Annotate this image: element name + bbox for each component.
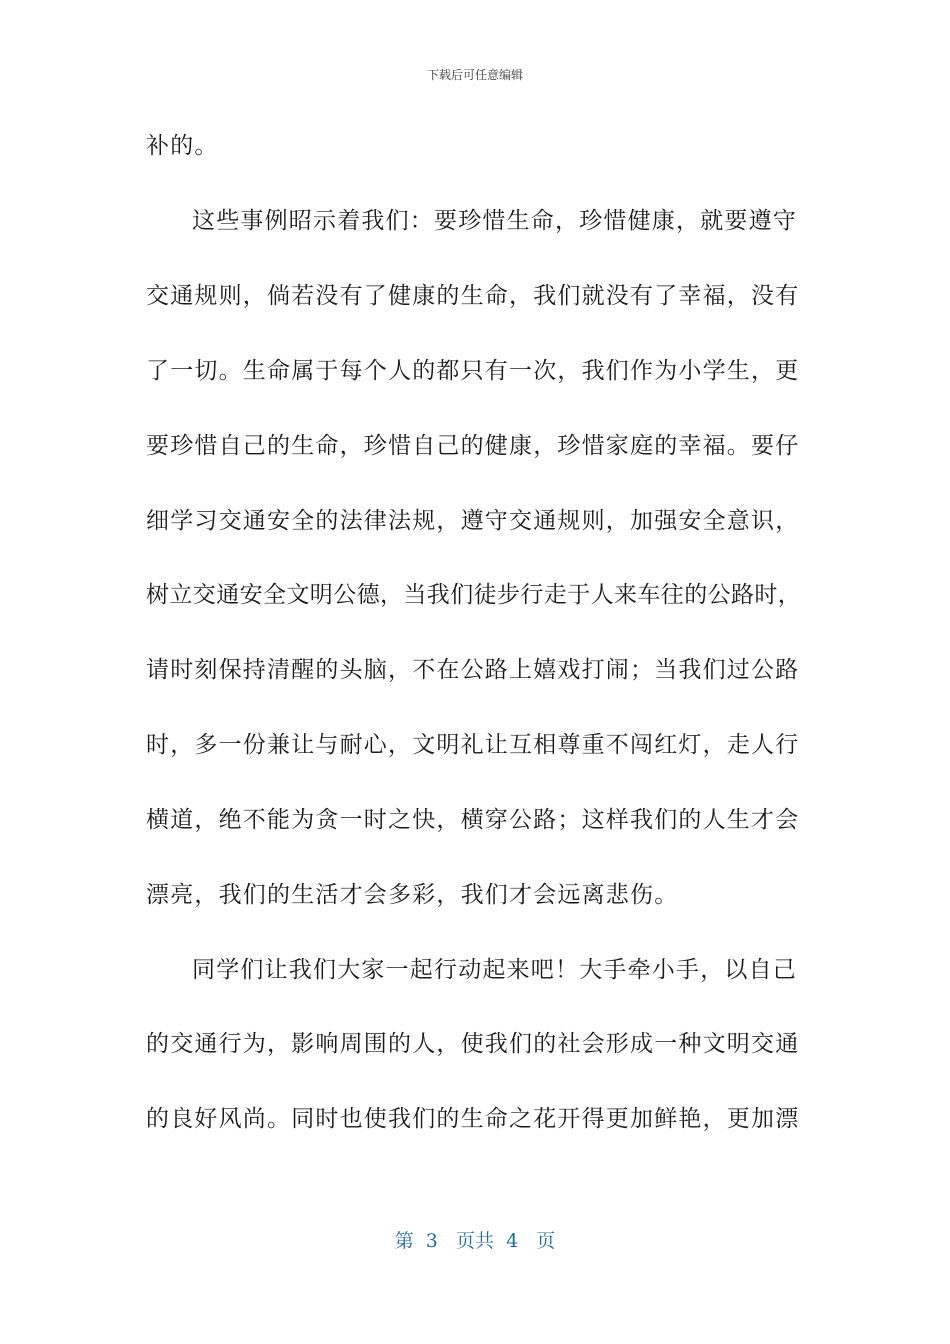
text-line: 了一切。生命属于每个人的都只有一次，我们作为小学生，更 xyxy=(146,358,800,384)
text-line: 交通规则，倘若没有了健康的生命，我们就没有了幸福，没有 xyxy=(146,283,800,309)
text-line: 补的。 xyxy=(146,133,219,159)
text-line: 的良好风尚。同时也使我们的生命之花开得更加鲜艳，更加漂 xyxy=(146,1106,800,1132)
header-note: 下载后可任意编辑 xyxy=(426,68,523,82)
text-line: 树立交通安全文明公德，当我们徒步行走于人来车往的公路时， xyxy=(146,582,802,608)
text-line: 横道，绝不能为贪一时之快，横穿公路；这样我们的人生才会 xyxy=(146,807,800,833)
text-line: 请时刻保持清醒的头脑，不在公路上嬉戏打闹；当我们过公路 xyxy=(146,657,800,683)
paragraph-start-line: 同学们让我们大家一起行动起来吧！大手牵小手，以自己 xyxy=(192,957,797,983)
text-line: 的交通行为，影响周围的人，使我们的社会形成一种文明交通 xyxy=(146,1031,800,1057)
text-line: 漂亮，我们的生活才会多彩，我们才会远离悲伤。 xyxy=(146,882,679,908)
paragraph-start-line: 这些事例昭示着我们：要珍惜生命，珍惜健康，就要遵守 xyxy=(192,208,797,234)
page-number-footer: 第 3 页共 4 页 xyxy=(394,1230,556,1252)
text-line: 细学习交通安全的法律法规，遵守交通规则，加强安全意识， xyxy=(146,508,800,534)
text-line: 时，多一份兼让与耐心，文明礼让互相尊重不闯红灯，走人行 xyxy=(146,732,800,758)
text-line: 要珍惜自己的生命，珍惜自己的健康，珍惜家庭的幸福。要仔 xyxy=(146,433,800,459)
